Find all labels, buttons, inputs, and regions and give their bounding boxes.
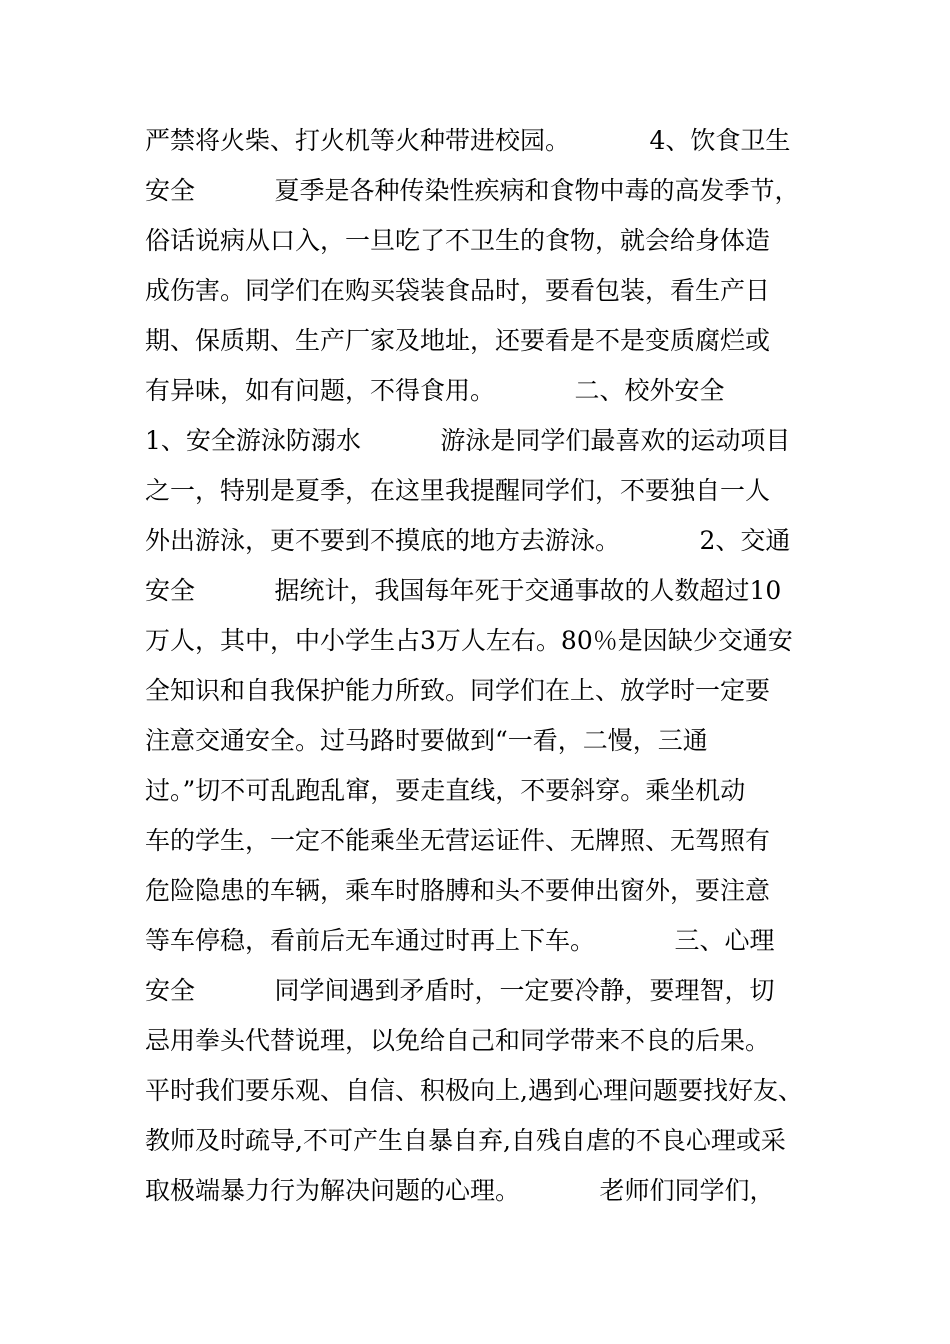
text-line: 车的学生，一定不能乘坐无营运证件、无牌照、无驾照有 bbox=[145, 826, 771, 855]
text-line: 严禁将火柴、打火机等火种带进校园。 4、饮食卫生 bbox=[145, 126, 791, 155]
text-line: 平时我们要乐观、自信、积极向上,遇到心理问题要找好友、 bbox=[145, 1076, 803, 1105]
text-line: 成伤害。同学们在购买袋装食品时，要看包装，看生产日 bbox=[145, 276, 771, 305]
text-line: 取极端暴力行为解决问题的心理。 老师们同学们， bbox=[145, 1176, 775, 1205]
text-line: 安全 夏季是各种传染性疾病和食物中毒的高发季节， bbox=[145, 176, 800, 205]
text-line: 万人，其中，中小学生占3万人左右。80％是因缺少交通安 bbox=[145, 626, 793, 655]
text-line: 安全 同学间遇到矛盾时，一定要冷静，要理智，切 bbox=[145, 976, 775, 1005]
text-line: 外出游泳，更不要到不摸底的地方去游泳。 2、交通 bbox=[145, 526, 791, 555]
text-line: 过。”切不可乱跑乱窜，要走直线，不要斜穿。乘坐机动 bbox=[145, 776, 746, 805]
text-line: 全知识和自我保护能力所致。同学们在上、放学时一定要 bbox=[145, 676, 771, 705]
text-line: 有异味，如有问题，不得食用。 二、校外安全 bbox=[145, 376, 725, 405]
text-line: 危险隐患的车辆，乘车时胳膊和头不要伸出窗外，要注意 bbox=[145, 876, 771, 905]
text-line: 忌用拳头代替说理，以免给自己和同学带来不良的后果。 bbox=[145, 1026, 771, 1055]
text-line: 等车停稳，看前后无车通过时再上下车。 三、心理 bbox=[145, 926, 775, 955]
text-line: 注意交通安全。过马路时要做到“一看，二慢，三通 bbox=[145, 726, 708, 755]
document-body bbox=[145, 120, 825, 1220]
text-line: 安全 据统计，我国每年死于交通事故的人数超过10 bbox=[145, 576, 782, 605]
text-line: 1、安全游泳防溺水 游泳是同学们最喜欢的运动项目 bbox=[145, 426, 791, 455]
text-line: 俗话说病从口入，一旦吃了不卫生的食物，就会给身体造 bbox=[145, 226, 771, 255]
text-line: 之一，特别是夏季，在这里我提醒同学们，不要独自一人 bbox=[145, 476, 771, 505]
text-line: 期、保质期、生产厂家及地址，还要看是不是变质腐烂或 bbox=[145, 326, 771, 355]
text-line: 教师及时疏导,不可产生自暴自弃,自残自虐的不良心理或采 bbox=[145, 1126, 786, 1155]
